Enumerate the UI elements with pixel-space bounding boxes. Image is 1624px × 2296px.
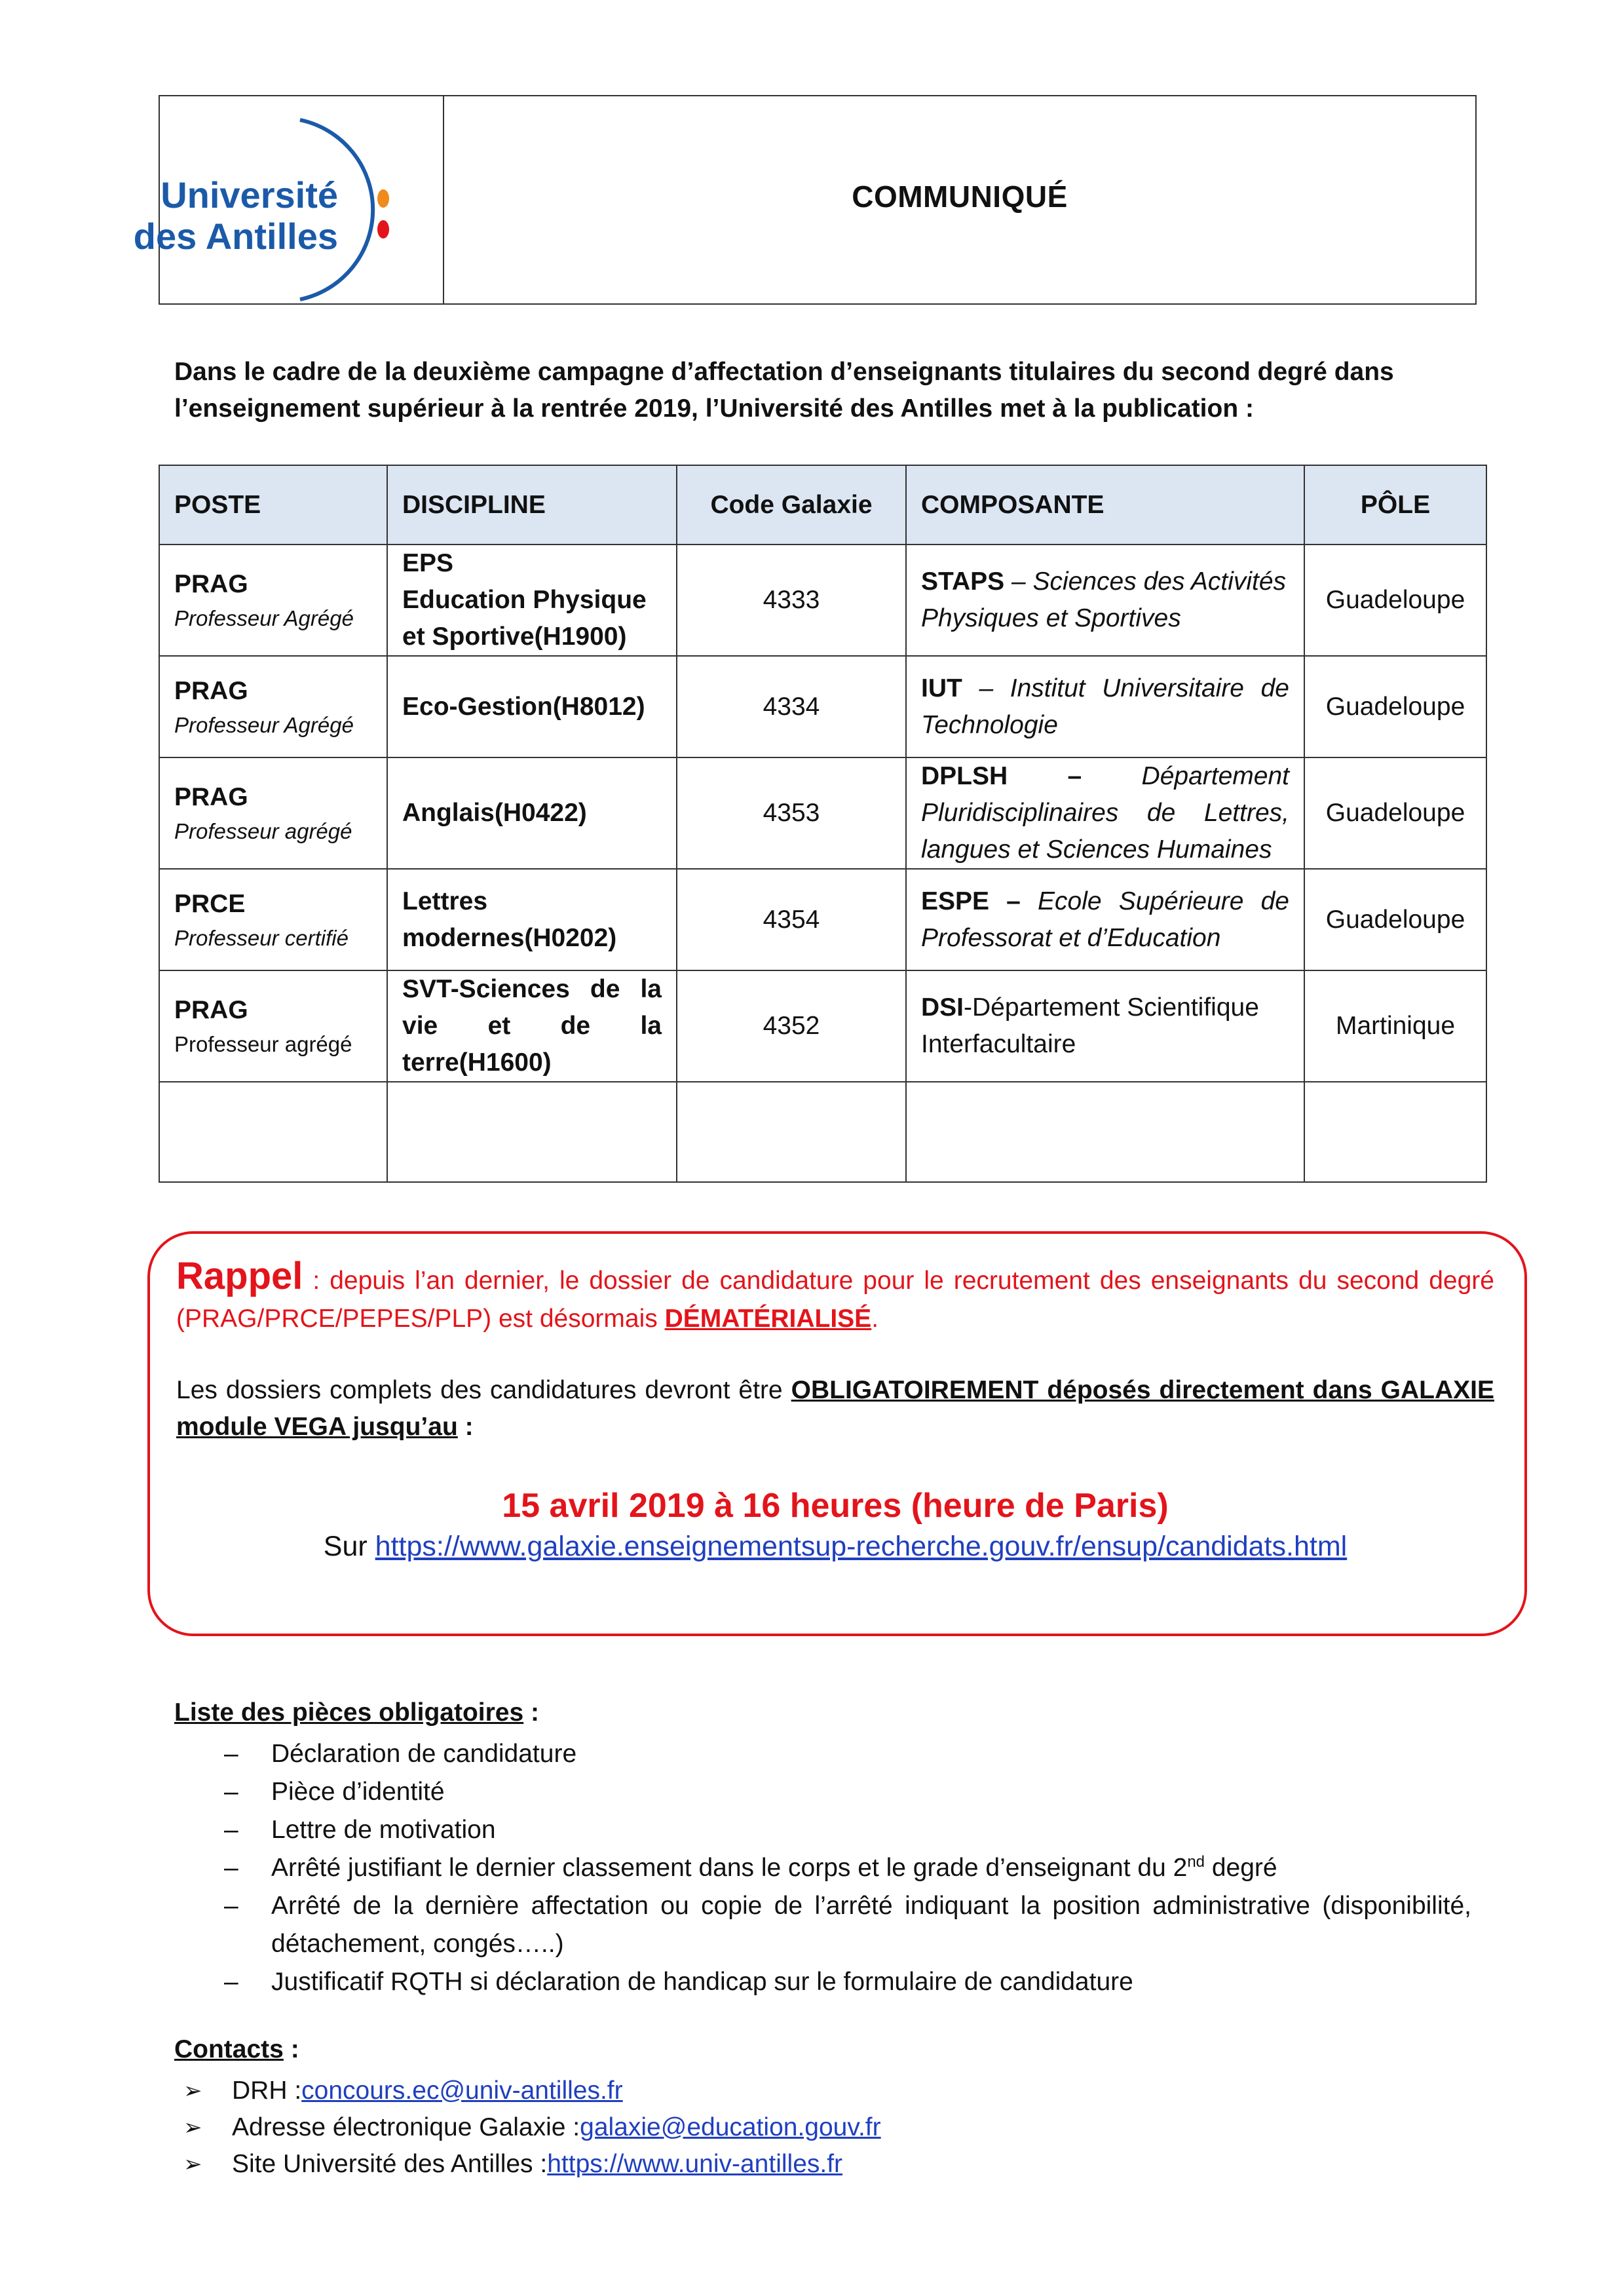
poste-code: PRAG <box>174 676 248 705</box>
poste-code: PRAG <box>174 783 248 811</box>
dash-bullet: – <box>224 1778 238 1806</box>
list-item <box>174 1773 1471 1811</box>
contact-label: Site Université des Antilles : <box>232 2150 548 2178</box>
contacts-title <box>174 2035 299 2064</box>
piece-text: Pièce d’identité <box>271 1778 445 1806</box>
cell-pole: Martinique <box>1304 970 1486 1082</box>
dash-bullet: – <box>224 1892 238 1920</box>
cell-discipline: Eco-Gestion(H8012) <box>387 656 677 757</box>
logo-dot-orange <box>377 189 389 208</box>
empty-cell <box>677 1082 906 1182</box>
intro-paragraph: Dans le cadre de la deuxième campagne d’affectation d’enseignants titulaires du second degré dans l’enseignement supérieur à la rentrée 2019, l’Université des Antilles met à la publication : <box>174 358 1394 423</box>
poste-code: PRAG <box>174 570 248 598</box>
piece-text: Arrêté de la dernière affectation ou copie de l’arrêté indiquant la position administrative (disponibilité, détachement, congés…..) <box>271 1892 1471 1958</box>
galaxie-candidats-link[interactable]: https://www.galaxie.enseignementsup-recherche.gouv.fr/ensup/candidats.html <box>375 1531 1348 1562</box>
cell-pole: Guadeloupe <box>1304 545 1486 656</box>
poste-label: Professeur Agrégé <box>174 712 354 737</box>
cell-composante <box>906 970 1304 1082</box>
piece-text-end: degré <box>1205 1854 1277 1882</box>
logo-cell <box>133 96 444 303</box>
poste-label: Professeur certifié <box>174 925 349 950</box>
pieces-title-text: Liste des pièces obligatoires <box>174 1698 524 1727</box>
cell-pole: Guadeloupe <box>1304 656 1486 757</box>
rappel-text: : depuis l’an dernier, le dossier de candidature pour le recrutement des enseignants du second degré (PRAG/PRCE/PEPES/PLP) est désormais <box>176 1267 1494 1333</box>
composante-code: DPLSH <box>921 762 1008 790</box>
poste-label: Professeur agrégé <box>174 819 352 843</box>
reminder-box <box>147 1231 1527 1636</box>
piece-text: Lettre de motivation <box>271 1816 496 1844</box>
deadline: 15 avril 2019 à 16 heures (heure de Paris) <box>502 1487 1169 1525</box>
cell-poste <box>159 869 387 970</box>
contact-item <box>174 2109 881 2146</box>
title-cell <box>444 96 1475 303</box>
pieces-title-colon: : <box>523 1698 540 1727</box>
dossiers-paragraph <box>176 1372 1494 1445</box>
contacts-list <box>174 2073 881 2183</box>
list-item <box>174 1963 1471 2001</box>
cell-composante <box>906 656 1304 757</box>
composante-dash: – <box>1008 762 1142 790</box>
galaxie-url-line <box>176 1527 1494 1566</box>
university-logo <box>133 115 431 305</box>
composante-code: DSI <box>921 993 964 1022</box>
dash-bullet: – <box>224 1968 238 1996</box>
rappel-paragraph <box>176 1257 1494 1338</box>
cell-poste <box>159 545 387 656</box>
empty-cell <box>159 1082 387 1182</box>
obligatoire-text: OBLIGATOIREMENT déposés directement dans GALAXIE module VEGA jusqu’au <box>176 1376 1494 1441</box>
galaxie-email-link[interactable]: galaxie@education.gouv.fr <box>580 2113 881 2141</box>
list-item <box>174 1849 1471 1887</box>
superscript-nd: nd <box>1187 1853 1205 1871</box>
list-item <box>174 1735 1471 1773</box>
sur-label: Sur <box>323 1531 375 1562</box>
piece-text-wrap <box>271 1849 1471 1887</box>
contacts-title-colon: : <box>283 2035 299 2063</box>
logo-dot-red <box>377 220 389 239</box>
drh-email-link[interactable]: concours.ec@univ-antilles.fr <box>301 2076 623 2105</box>
cell-code: 4334 <box>677 656 906 757</box>
pieces-title <box>174 1698 539 1727</box>
rappel-period: . <box>871 1305 879 1333</box>
header-composante: COMPOSANTE <box>906 465 1304 545</box>
header-code-galaxie: Code Galaxie <box>677 465 906 545</box>
poste-code: PRCE <box>174 889 246 918</box>
piece-text: Arrêté justifiant le dernier classement dans le corps et le grade d’enseignant du 2 <box>271 1854 1188 1882</box>
composante-desc: – Institut Universitaire de Technologie <box>921 674 1289 739</box>
empty-cell <box>1304 1082 1486 1182</box>
piece-text: Déclaration de candidature <box>271 1740 577 1768</box>
contact-item <box>174 2073 881 2109</box>
contact-label: DRH : <box>232 2076 302 2105</box>
table-row <box>159 757 1486 869</box>
composante-desc: Département Pluridisciplinaires de Lettres, langues et Sciences Humaines <box>921 762 1289 864</box>
pieces-list <box>174 1735 1471 2001</box>
cell-discipline: SVT-Sciences de la vie et de la terre(H1600) <box>387 970 677 1082</box>
cell-pole: Guadeloupe <box>1304 869 1486 970</box>
composante-desc: – Sciences des Activités Physiques et Sportives <box>921 567 1287 632</box>
table-row <box>159 970 1486 1082</box>
cell-code: 4333 <box>677 545 906 656</box>
empty-cell <box>906 1082 1304 1182</box>
contact-label: Adresse électronique Galaxie : <box>232 2113 580 2141</box>
page-title: COMMUNIQUÉ <box>852 180 1068 214</box>
table-header-row <box>159 465 1486 545</box>
cell-discipline <box>387 545 677 656</box>
poste-label: Professeur Agrégé <box>174 606 354 630</box>
dash-bullet: – <box>224 1854 238 1882</box>
cell-discipline: Anglais(H0422) <box>387 757 677 869</box>
rappel-word: Rappel <box>176 1255 303 1297</box>
poste-label: Professeur agrégé <box>174 1032 352 1056</box>
cell-pole: Guadeloupe <box>1304 757 1486 869</box>
cell-poste <box>159 656 387 757</box>
cell-composante <box>906 757 1304 869</box>
cell-discipline: Lettres modernes(H0202) <box>387 869 677 970</box>
composante-desc: -Département Scientifique Interfacultaire <box>921 993 1259 1058</box>
cell-code: 4353 <box>677 757 906 869</box>
composante-code: STAPS <box>921 567 1005 596</box>
header-discipline: DISCIPLINE <box>387 465 677 545</box>
composante-code: IUT <box>921 674 962 702</box>
table-row-empty <box>159 1082 1486 1182</box>
cell-composante <box>906 545 1304 656</box>
header-box <box>133 95 1477 305</box>
dossiers-colon: : <box>457 1413 474 1441</box>
composante-desc: Ecole Supérieure de Professorat et d’Education <box>921 887 1289 952</box>
arrow-bullet-icon: ➢ <box>183 2078 202 2103</box>
piece-text: Justificatif RQTH si déclaration de handicap sur le formulaire de candidature <box>271 1968 1133 1996</box>
list-item <box>174 1811 1471 1849</box>
dash-bullet: – <box>224 1740 238 1768</box>
dossiers-text: Les dossiers complets des candidatures devront être <box>176 1376 791 1404</box>
header-poste: POSTE <box>159 465 387 545</box>
table-row <box>159 869 1486 970</box>
contact-item <box>174 2146 881 2183</box>
discipline-line: et Sportive(H1900) <box>402 622 627 651</box>
empty-cell <box>387 1082 677 1182</box>
table-row <box>159 656 1486 757</box>
poste-code: PRAG <box>174 996 248 1024</box>
discipline-line: Education Physique <box>402 586 647 614</box>
composante-code: ESPE – <box>921 887 1021 915</box>
cell-poste <box>159 970 387 1082</box>
dash-bullet: – <box>224 1816 238 1844</box>
dematerialise-text: DÉMATÉRIALISÉ <box>664 1305 872 1333</box>
arrow-bullet-icon: ➢ <box>183 2152 202 2177</box>
logo-line2: des Antilles <box>133 216 338 257</box>
list-item <box>174 1887 1471 1963</box>
cell-code: 4354 <box>677 869 906 970</box>
arrow-bullet-icon: ➢ <box>183 2115 202 2140</box>
cell-poste <box>159 757 387 869</box>
discipline-line: EPS <box>402 549 454 577</box>
logo-line1: Université <box>161 174 338 216</box>
contacts-title-text: Contacts <box>174 2035 284 2063</box>
table-row <box>159 545 1486 656</box>
posts-table <box>159 465 1487 1183</box>
header-pole: PÔLE <box>1304 465 1486 545</box>
university-site-link[interactable]: https://www.univ-antilles.fr <box>547 2150 843 2178</box>
cell-composante <box>906 869 1304 970</box>
cell-code: 4352 <box>677 970 906 1082</box>
